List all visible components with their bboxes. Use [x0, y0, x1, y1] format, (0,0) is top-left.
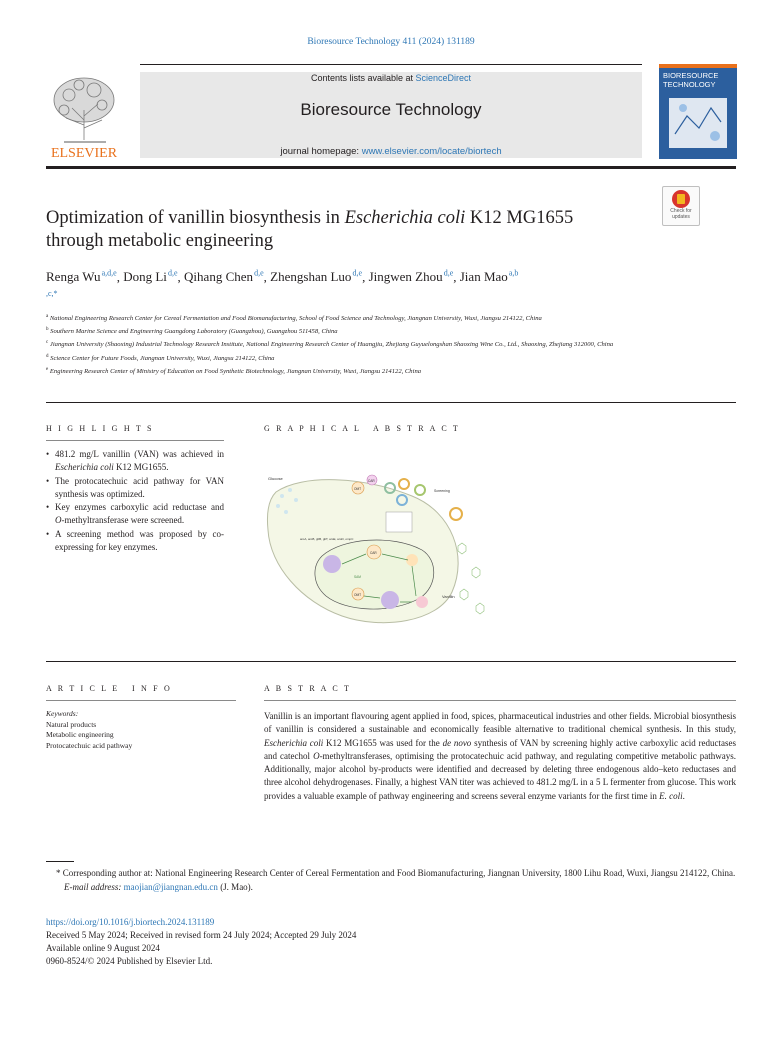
ga-sam-label: SAM [354, 575, 361, 579]
ga-genes-label: aroA, aroB, gltB, gltT, aroE, aroD, ompC [300, 537, 354, 541]
received-dates: Received 5 May 2024; Received in revised form 24 July 2024; Accepted 29 July 2024 [46, 930, 357, 940]
sciencedirect-link[interactable]: ScienceDirect [415, 73, 472, 83]
highlight-item: • A screening method was proposed by co-expressing for key enzymes. [55, 528, 224, 555]
keywords-label: Keywords: [46, 709, 79, 718]
keyword-item: Protocatechuic acid pathway [46, 740, 133, 750]
highlight-item: • Key enzymes carboxylic acid reductase and O-methyltransferase were screened. [55, 501, 224, 528]
copyright: 0960-8524/© 2024 Published by Elsevier Ltd. [46, 956, 213, 966]
keyword-item: Natural products [46, 719, 97, 729]
keywords [46, 709, 236, 751]
journal-citation[interactable]: Bioresource Technology 411 (2024) 131189 [307, 37, 475, 47]
section-rule [46, 402, 736, 403]
crossmark-badge[interactable] [662, 186, 700, 226]
crossmark-icon [672, 190, 690, 208]
ga-omt-label-2: OMT [354, 593, 362, 597]
author[interactable]: Jian Mao $^{a,b}$ [459, 269, 519, 285]
affiliation: $^d$ Science Center for Future Foods, Jiangnan University, Wuxi, Jiangsu 214122, China [46, 353, 275, 362]
cover-title-1: BIORESOURCE [663, 71, 719, 80]
author[interactable]: Dong Li $^{d,e}$ [123, 269, 178, 285]
author[interactable]: Jingwen Zhou $^{d,e}$ [368, 269, 454, 285]
homepage-link[interactable]: www.elsevier.com/locate/biortech [361, 146, 502, 157]
tree-icon [54, 78, 114, 142]
abstract-text: Vanillin is an important flavouring agent applied in food, spices, pharmaceutical industries and other fields. Microbial biosynthesis of vanillin is considered a sustainable and economically feasible alternative to traditional chemical synthesis. In this study, Escherichia coli K12 MG1655 was used for the de novo synthesis of VAN by screening highly active carboxylic acid reductases and catechol O-methyltransferases, optimising the protocatechuic acid pathway, and regulating competitive metabolic pathways. Additionally, major alcohol by-products were identified and decreased by deleting three endogenous aldo–keto reductases and three alcohol dehydrogenases. Finally, a highest VAN titer was achieved to 481.2 mg/L in a 5 L fermenter from glucose. This work provides a valuable example of pathway engineering and screens several enzyme variants for the first time in E. coli. [264, 711, 737, 801]
crossmark-line1: Check for [670, 208, 692, 214]
author-list: Renga Wu $^{a,d,e}$, Dong Li $^{d,e}$, Qihang Chen $^{d,e}$, Zhengshan Luo $^{d,e}$, Jingwen Zhou $^{d,e}$, Jian Mao $^{a,b}$ $^{,c,*}$ [46, 269, 519, 299]
header-rule [46, 166, 736, 169]
crossmark-line2: updates [672, 214, 690, 220]
ga-car-label-2: CAR [370, 551, 377, 555]
ga-screening-label: Screening [434, 489, 450, 493]
abstract-rule [264, 700, 736, 701]
highlight-item: • 481.2 mg/L vanillin (VAN) was achieved in Escherichia coli K12 MG1655. [55, 448, 224, 475]
ga-vanillin-label: Vanillin [442, 594, 455, 599]
highlights-list [46, 448, 224, 554]
author[interactable]: Renga Wu $^{a,d,e}$ [46, 269, 117, 285]
corresponding-author-text: * Corresponding author at: National Engineering Research Center of Cereal Fermentation and Food Biomanufacturing, Jiangnan University, 1800 Lihu Road, Wuxi, Jiangsu 214122, China. [56, 868, 736, 878]
journal-title: Bioresource Technology [300, 100, 482, 119]
graphical-abstract-heading: G R A P H I C A L A B S T R A C T [264, 424, 461, 433]
affiliation: $^e$ Engineering Research Center of Ministry of Education on Food Synthetic Biotechnology, Jiangnan University, Wuxi, Jiangsu 214122, China [46, 366, 422, 375]
article-info-rule [46, 700, 236, 701]
section-rule [46, 661, 736, 662]
doi-link[interactable]: https://doi.org/10.1016/j.biortech.2024.131189 [46, 917, 215, 927]
affiliation: $^a$ National Engineering Research Center for Cereal Fermentation and Food Biomanufacturing, School of Food Science and Technology, Jiangnan University, Wuxi, Jiangsu 214122, China [46, 314, 542, 323]
journal-homepage: journal homepage: www.elsevier.com/locate/biortech [280, 146, 502, 157]
ga-car-label: CAR [368, 479, 375, 483]
article-title: Optimization of vanillin biosynthesis in Escherichia coli K12 MG1655 through metabolic engineering [46, 208, 574, 251]
ga-omt-label: OMT [354, 487, 362, 491]
graphical-abstract-figure[interactable] [262, 466, 490, 634]
keyword-item: Metabolic engineering [46, 730, 114, 739]
author[interactable]: Zhengshan Luo $^{d,e}$ [270, 269, 363, 285]
cover-title-2: TECHNOLOGY [663, 80, 716, 89]
highlight-item: • The protocatechuic acid pathway for VAN synthesis was optimized. [55, 475, 224, 502]
affiliation: $^b$ Southern Marine Science and Engineering Guangdong Laboratory (Guangzhou), Guangzhou 511458, China [46, 327, 338, 336]
author[interactable]: Qihang Chen $^{d,e}$ [184, 269, 264, 285]
publication-info [46, 916, 546, 968]
corresponding-author-note: * Corresponding author at: National Engineering Research Center of Cereal Fermentation and Food Biomanufacturing, Jiangnan University, 1800 Lihu Road, Wuxi, Jiangsu 214122, China. E-mail address: maojian@jiangnan.edu.cn (J. Mao). [46, 867, 736, 894]
masthead-top-rule [140, 64, 642, 65]
journal-cover[interactable] [659, 64, 737, 159]
author-tail-sup: ,c,* [46, 289, 58, 299]
elsevier-logo[interactable] [44, 70, 126, 160]
ga-glucose-label: Glucose [268, 476, 283, 481]
highlights-rule [46, 440, 224, 441]
abstract-heading: A B S T R A C T [264, 684, 352, 693]
online-date: Available online 9 August 2024 [46, 943, 160, 953]
contents-available: Contents lists available at ScienceDirect [310, 73, 472, 83]
article-info-heading: A R T I C L E I N F O [46, 684, 173, 693]
highlights-heading: H I G H L I G H T S [46, 424, 154, 433]
email-link[interactable]: maojian@jiangnan.edu.cn [123, 881, 218, 892]
affiliations [46, 311, 646, 377]
cell-diagram [267, 475, 484, 623]
affiliation: $^c$ Jiangnan University (Shaoxing) Industrial Technology Research Institute, National Engineering Research Center of Huangjiu, Zhejiang Guyuelongshan Shaoxing Wine Co., Ltd., Shaoxing, Zhejiang 312000, China [46, 340, 614, 349]
footnote-rule [46, 861, 74, 862]
publisher-logo-text: ELSEVIER [50, 146, 118, 160]
